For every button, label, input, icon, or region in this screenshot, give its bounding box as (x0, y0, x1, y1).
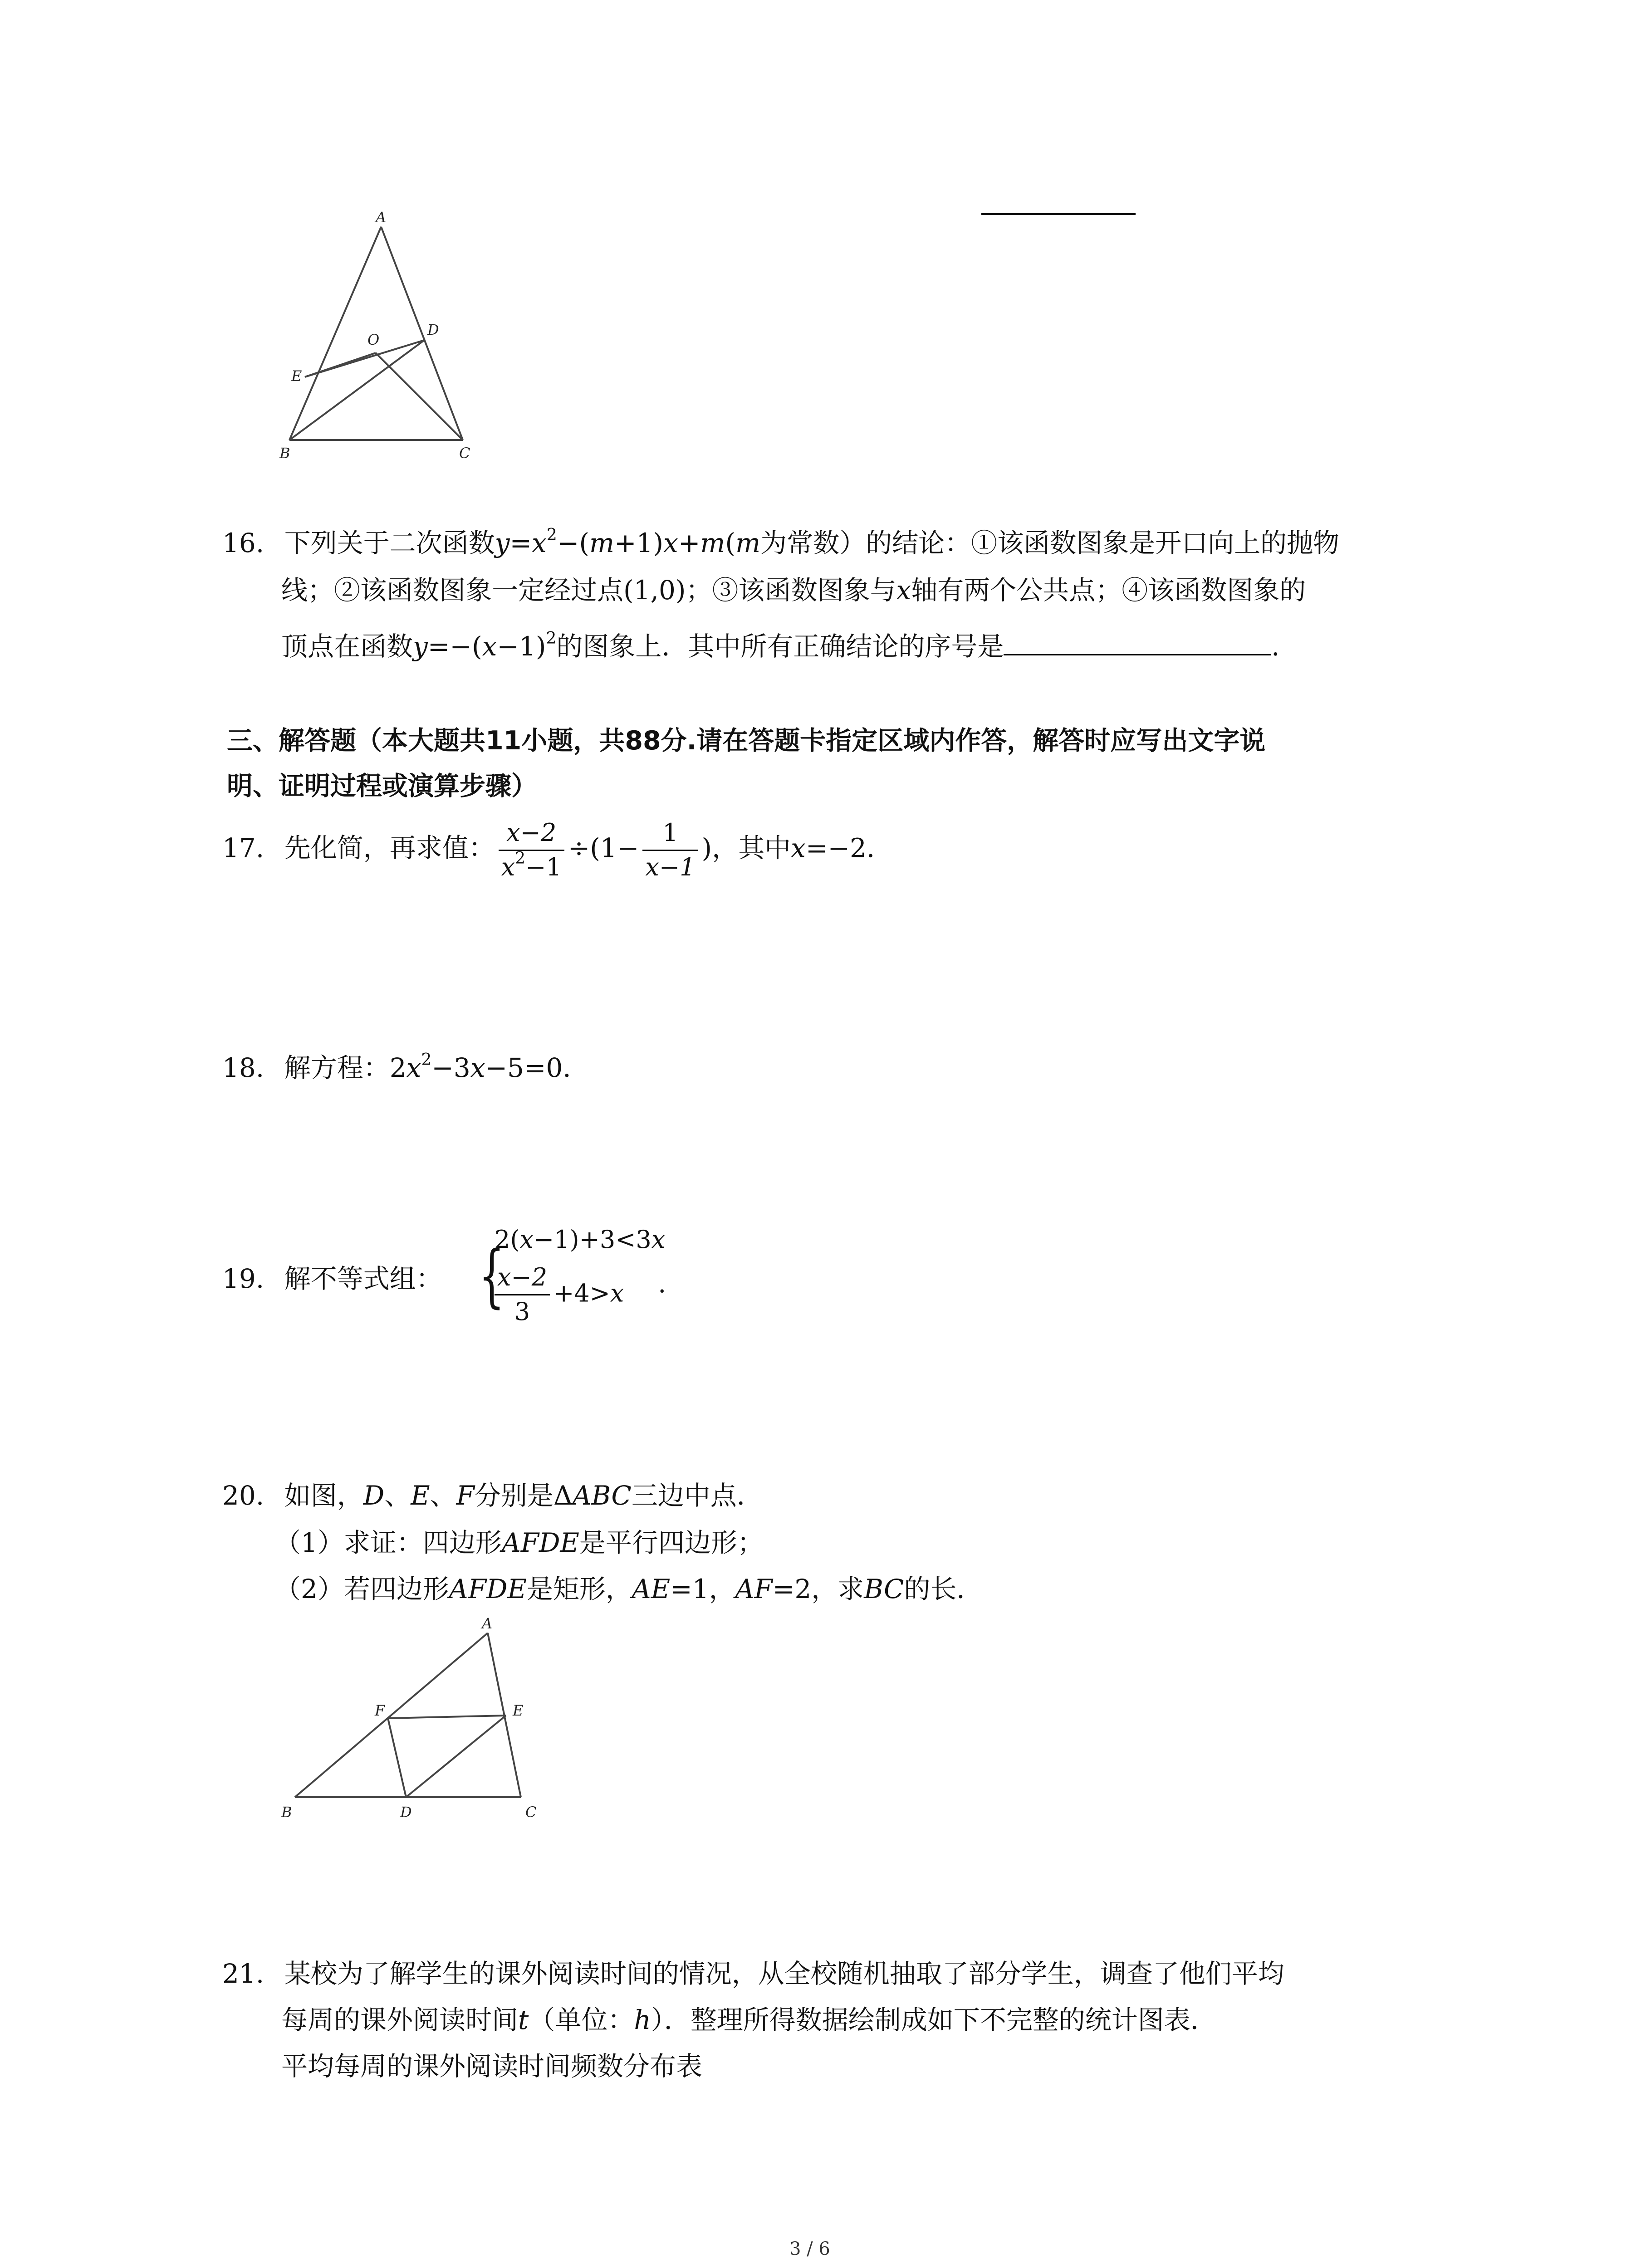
numerator: x−2 (495, 1261, 550, 1295)
math-var: x (651, 1225, 666, 1254)
label-e: E (291, 367, 302, 385)
question-19-label (222, 1263, 442, 1294)
text: +4> (554, 1279, 610, 1308)
text: −( (557, 528, 589, 558)
math-var: y (413, 631, 428, 662)
question-16-line-1 (222, 526, 1340, 558)
math-var: x (532, 528, 547, 558)
text: 轴有两个公共点；④该函数图象的 (911, 575, 1306, 606)
text: 线；②该函数图象一定经过点(1,0)；③该函数图象与 (281, 575, 896, 606)
question-17 (222, 816, 893, 884)
denominator: x−1 (645, 852, 696, 881)
text: 2( (495, 1225, 520, 1254)
question-20-line-1 (222, 1482, 763, 1509)
label-d: D (400, 1804, 412, 1821)
math-var: D (363, 1480, 385, 1511)
fraction (642, 816, 698, 884)
denominator: 3 (514, 1297, 530, 1326)
question-21-line-3: 平均每周的课外阅读时间频数分布表 (281, 2051, 703, 2082)
text: ÷(1− (568, 832, 639, 864)
text: （2）若四边形 (274, 1574, 449, 1604)
label-e: E (513, 1702, 524, 1719)
math-var: y (495, 528, 510, 558)
text: −1 (525, 852, 562, 881)
numerator: 1 (642, 816, 698, 851)
text: 的长． (904, 1574, 983, 1604)
text: 、 (430, 1480, 456, 1511)
math-var: BC (864, 1574, 904, 1604)
text: −3 (431, 1052, 470, 1083)
section-3-heading-line-1: 三、解答题（本大题共11小题，共88分.请在答题卡指定区域内作答，解答时应写出文字说 (227, 726, 1266, 756)
text: 每周的课外阅读时间 (281, 2004, 519, 2035)
question-number: 21. (222, 1958, 265, 1989)
fraction (499, 816, 564, 884)
text: ）．整理所得数据绘制成如下不完整的统计图表． (651, 2004, 1217, 2035)
text: −1)+3<3 (533, 1225, 652, 1254)
question-16-line-2 (281, 575, 1306, 606)
math-var: AFDE (449, 1574, 527, 1604)
text: 、 (384, 1480, 411, 1511)
text: 顶点在函数 (281, 631, 413, 662)
text: + (678, 528, 700, 558)
math-var: F (456, 1480, 475, 1511)
text: 解不等式组： (284, 1263, 442, 1294)
math-var: h (634, 2004, 651, 2035)
label-b: B (281, 1804, 292, 1821)
text: )，其中 (701, 832, 791, 864)
question-20-line-2 (274, 1527, 764, 1558)
text: 先化简，再求值： (284, 832, 495, 864)
question-number: 17. (222, 832, 265, 864)
math-var: x (519, 1225, 534, 1254)
math-var: t (518, 2004, 529, 2035)
text: 分别是Δ (474, 1480, 573, 1511)
text: 是矩形， (526, 1574, 632, 1604)
inequality-row-1 (495, 1227, 665, 1252)
section-3-heading-line-2: 明、证明过程或演算步骤） (227, 771, 537, 801)
math-var: x (482, 631, 497, 662)
label-d: D (427, 321, 439, 338)
figure-triangle-abc-q20 (268, 1615, 558, 1823)
label-c: C (525, 1804, 537, 1821)
math-var: AF (735, 1574, 773, 1604)
math-var: m (700, 528, 725, 558)
text: 为常数）的结论：①该函数图象是开口向上的抛物 (760, 528, 1340, 558)
text: 是平行四边形； (579, 1527, 764, 1558)
math-exponent: 2 (421, 1051, 432, 1069)
label-a: A (482, 1615, 493, 1632)
math-var: x (896, 575, 911, 606)
text: 某校为了解学生的课外阅读时间的情况，从全校随机抽取了部分学生，调查了他们平均 (284, 1958, 1284, 1989)
text: −5=0． (485, 1052, 589, 1083)
label-a: A (376, 209, 387, 226)
question-16-line-3 (281, 631, 1298, 660)
math-var: E (411, 1480, 430, 1511)
question-21-line-2 (281, 2004, 1217, 2035)
math-var: x (663, 528, 678, 558)
answer-blank-15 (981, 213, 1136, 215)
question-number: 18. (222, 1052, 265, 1083)
label-b: B (279, 445, 290, 462)
text: （单位： (529, 2004, 634, 2035)
answer-blank-16 (1004, 631, 1271, 655)
denominator (499, 851, 564, 884)
fraction (495, 1261, 550, 1329)
math-var: ABC (572, 1480, 632, 1511)
text: 三边中点． (631, 1480, 763, 1511)
question-21-line-1 (222, 1960, 1284, 1987)
math-var: x (791, 832, 806, 864)
text: =−( (427, 631, 482, 662)
inequality-row-2 (495, 1261, 624, 1329)
question-number: 20. (222, 1480, 265, 1511)
text: 下列关于二次函数 (284, 528, 495, 558)
label-c: C (459, 445, 470, 462)
period: . (658, 1268, 666, 1299)
math-var: x (501, 852, 515, 881)
text: =−2． (805, 832, 893, 864)
text: 如图， (284, 1480, 363, 1511)
math-var: AFDE (501, 1527, 579, 1558)
question-20-line-3 (274, 1576, 983, 1602)
question-18 (222, 1051, 589, 1083)
text: =2，求 (772, 1574, 864, 1604)
math-var: x (470, 1052, 485, 1083)
text: =1， (670, 1574, 735, 1604)
math-exponent: 2 (546, 526, 557, 544)
text: −1) (497, 631, 546, 662)
math-var: x (610, 1279, 624, 1308)
math-var: AE (632, 1574, 671, 1604)
label-o: O (367, 331, 380, 348)
text: +1) (614, 528, 664, 558)
text: = (509, 528, 532, 558)
text: 的图象上．其中所有正确结论的序号是 (556, 631, 1004, 662)
text: ( (725, 528, 736, 558)
figure-triangle-abc-q15 (263, 209, 517, 463)
label-f: F (375, 1702, 385, 1719)
text: ． (1271, 631, 1298, 662)
question-number: 19. (222, 1263, 265, 1294)
math-var: x (406, 1052, 421, 1083)
brace: { (479, 1237, 505, 1315)
question-number: 16. (222, 528, 265, 558)
text: （1）求证：四边形 (274, 1527, 502, 1558)
math-exponent: 2 (515, 849, 526, 868)
math-exponent: 2 (546, 629, 557, 648)
math-var: m (735, 528, 761, 558)
math-var: m (589, 528, 614, 558)
text: 解方程：2 (284, 1052, 407, 1083)
page-number: 3 / 6 (789, 2239, 830, 2259)
numerator: x−2 (499, 816, 564, 851)
